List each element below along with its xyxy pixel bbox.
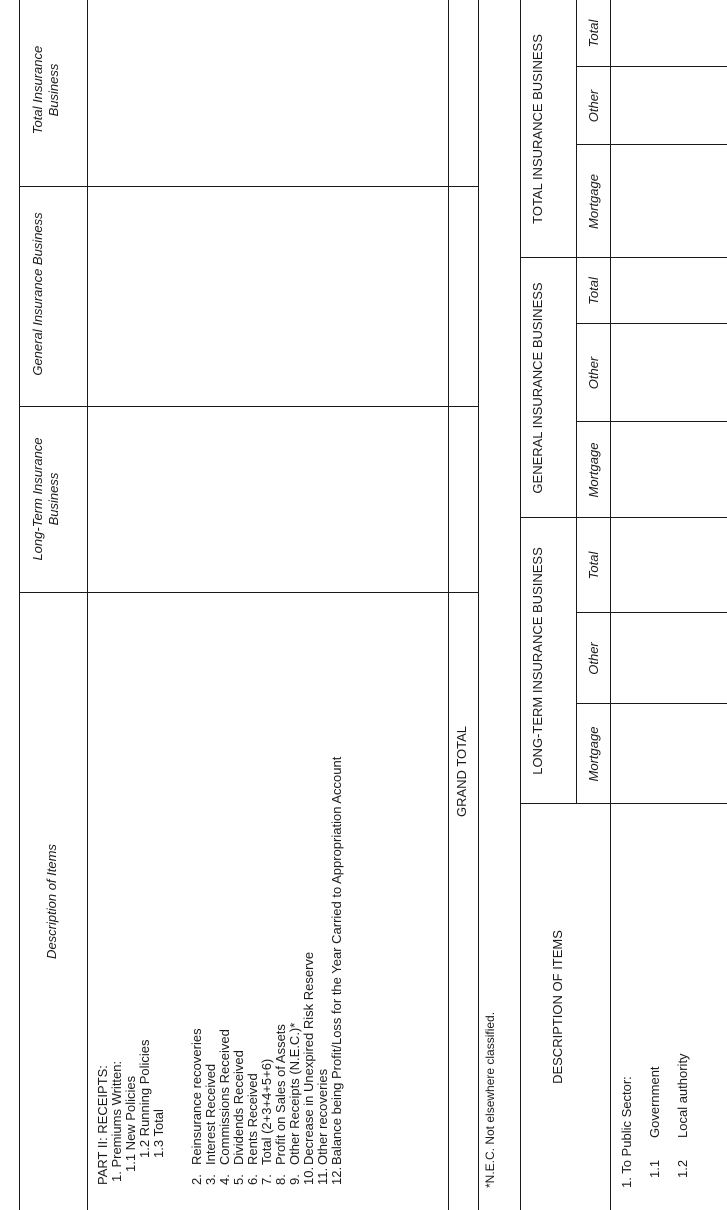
sub-column-header: Other: [586, 356, 601, 390]
premium-subitem: 1.2 Running Policies: [137, 1039, 152, 1158]
grand-total-label: GRAND TOTAL: [454, 725, 469, 817]
table2-header-bottom: [610, 0, 611, 1210]
list-item: 9.Other Receipts (N.E.C.)*: [287, 1022, 302, 1185]
sub-column-header: Mortgage: [586, 174, 601, 229]
list-item: 11.Other recoveries: [315, 1068, 330, 1185]
table1-body-bottom: [448, 0, 449, 1210]
sub-column-header: Total: [586, 277, 601, 305]
table1-header-divider: [87, 0, 88, 1210]
list-item: 2.Reinsurance recoveries: [189, 1028, 204, 1185]
table1-bottom-border: [478, 0, 479, 1210]
sub-column-header: Other: [586, 642, 601, 675]
table1-col-divider-1: [19, 592, 478, 593]
list-item: 10.Decrease in Unexpired Risk Reserve: [301, 951, 316, 1185]
table2-col-divider: [520, 257, 727, 258]
list-item: 3.Interest Received: [203, 1063, 218, 1185]
total-header: Total Insurance Business: [30, 45, 61, 135]
total-group-header: TOTAL INSURANCE BUSINESS: [530, 34, 545, 224]
premium-subitem: 1.1 New Policies: [123, 1075, 138, 1172]
sub-column-header: Total: [586, 551, 601, 580]
general-group-header: GENERAL INSURANCE BUSINESS: [530, 282, 545, 494]
part-title: PART II: RECEIPTS:: [95, 1065, 110, 1185]
table2-description-header: DESCRIPTION OF ITEMS: [550, 930, 565, 1084]
long-term-group-header: LONG-TERM INSURANCE BUSINESS: [530, 547, 545, 775]
description-header: Description of Items: [44, 844, 59, 959]
sub-column-header: Mortgage: [586, 442, 601, 498]
table-row: 1.1Government: [647, 1066, 662, 1178]
list-item: 5.Dividends Received: [231, 1050, 246, 1185]
public-sector-row: 1. To Public Sector:: [619, 1076, 634, 1188]
list-item: 7.Total (2+3+4+5+6): [259, 1058, 274, 1185]
list-item: 4.Commissions Received: [217, 1029, 232, 1185]
sub-column-header: Mortgage: [586, 726, 601, 782]
premiums-label: 1. Premiums Written:: [109, 1060, 124, 1182]
sub-column-header: Other: [586, 89, 601, 123]
table1-col-divider-2: [19, 406, 478, 407]
list-item: 12.Balance being Profit/Loss for the Year Carried to Appropriation Account: [329, 756, 344, 1185]
footnote: *N.E.C. Not elsewhere classified.: [483, 1011, 497, 1188]
general-header: General Insurance Business: [30, 212, 45, 376]
list-item: 6.Rents Received: [245, 1073, 260, 1185]
table2-col-divider: [520, 517, 727, 518]
table1-top-border: [19, 0, 20, 1210]
table-row: 1.2Local authority: [675, 1053, 690, 1178]
sub-column-header: Total: [586, 19, 601, 48]
list-item: 8.Profit on Sales of Assets: [273, 1024, 288, 1185]
table2-group-divider: [576, 0, 577, 804]
premium-subitem: 1.3 Total: [151, 1109, 166, 1158]
table2-top-border: [520, 0, 521, 1210]
table1-col-divider-3: [19, 186, 478, 187]
long-term-header: Long-Term Insurance Business: [30, 437, 61, 561]
